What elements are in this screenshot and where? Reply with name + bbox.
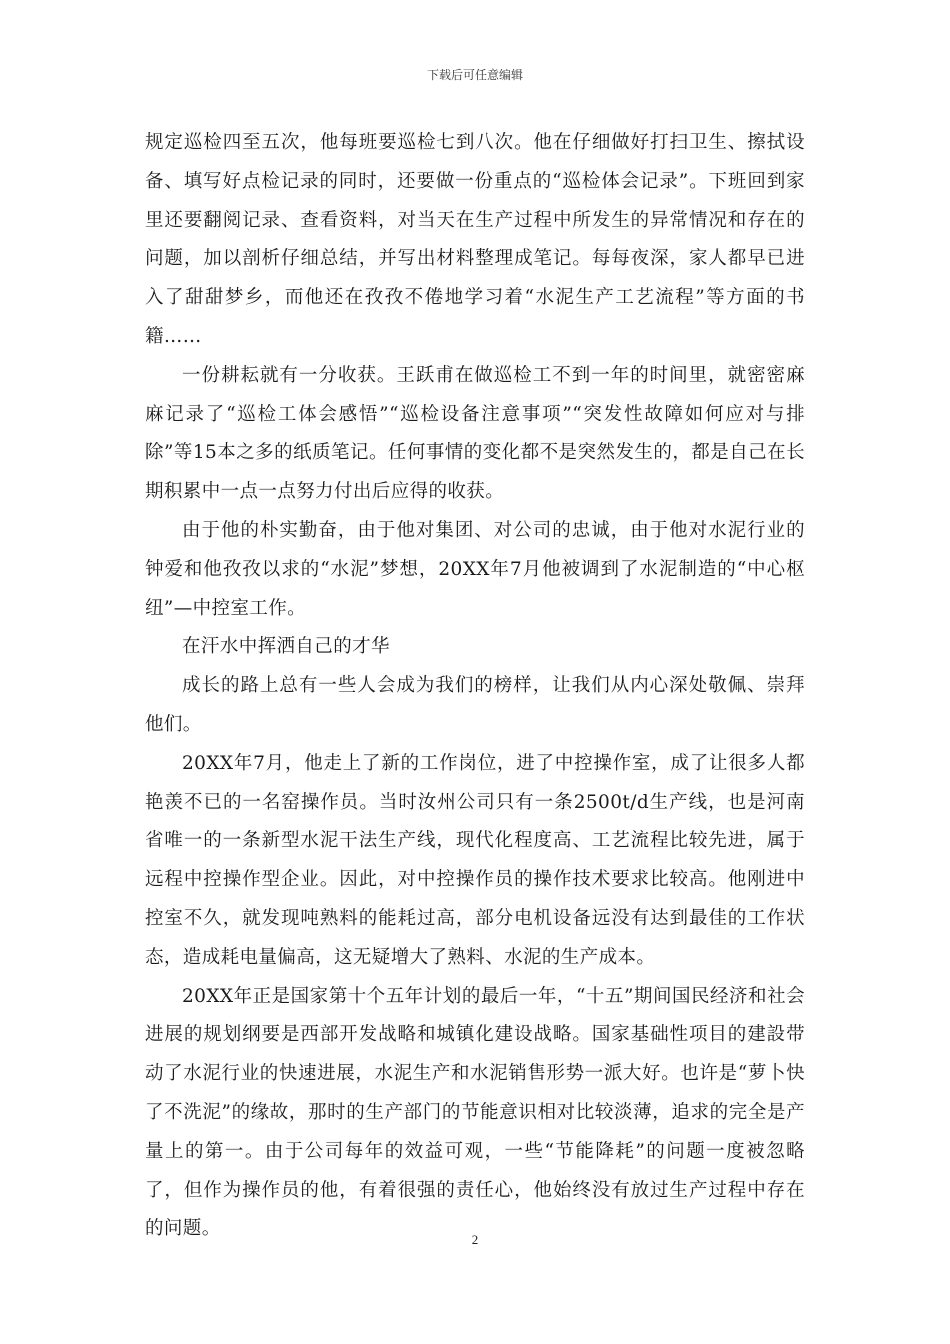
- page-header: 下载后可任意编辑: [426, 68, 523, 82]
- section-heading: 在汗水中挥洒自己的才华: [182, 636, 390, 658]
- paragraph-5: 20XX年7月，他走上了新的工作岗位，进了中控操作室，成了让很多人都艳羡不已的一名窑操作员。当时汝州公司只有一条2500t/d生产线，也是河南省唯一的一条新型水泥干法生产线，现代化程度高、工艺流程比较先进，属于远程中控操作型企业。因此，对中控操作员的操作技术要求比较高。他刚进中控室不久，就发现吨熟料的能耗过高，部分电机设备远没有达到最佳的工作状态，造成耗电量偏高，这无疑增大了熟料、水泥的生产成本。: [145, 752, 805, 968]
- paragraph-2: 一份耕耘就有一分收获。王跃甫在做巡检工不到一年的时间里，就密密麻麻记录了“巡检工体会感悟”“巡检设备注意事项”“突发性故障如何应对与排除”等15本之多的纸质笔记。任何事情的变化都不是突然发生的，都是自己在长期积累中一点一点努力付出后应得的收获。: [145, 364, 805, 503]
- paragraph-6: 20XX年正是国家第十个五年计划的最后一年，“十五”期间国民经济和社会进展的规划纲要是西部开发战略和城镇化建设战略。国家基础性项目的建設带动了水泥行业的快速进展，水泥生产和水泥销售形势一派大好。也许是“萝卜快了不洗泥”的缘故，那时的生产部门的节能意识相对比较淡薄，追求的完全是产量上的第一。由于公司每年的效益可观，一些“节能降耗”的问题一度被忽略了，但作为操作员的他，有着很强的责任心，他始终没有放过生产过程中存在的问题。: [145, 985, 805, 1240]
- body-text: [145, 124, 805, 1249]
- paragraph-3: 由于他的朴实勤奋，由于他对集团、对公司的忠诚，由于他对水泥行业的钟爱和他孜孜以求的“水泥”梦想，20XX年7月他被调到了水泥制造的“中心枢纽”—中控室工作。: [145, 519, 805, 619]
- page-number: 2: [471, 1232, 479, 1247]
- paragraph-4: 成长的路上总有一些人会成为我们的榜样，让我们从内心深处敬佩、崇拜他们。: [145, 675, 805, 735]
- paragraph-1: 规定巡检四至五次，他每班要巡检七到八次。他在仔细做好打扫卫生、擦拭设备、填写好点检记录的同时，还要做一份重点的“巡检体会记录”。下班回到家里还要翻阅记录、查看资料，对当天在生产过程中所发生的异常情况和存在的问题，加以剖析仔细总结，并写出材料整理成笔记。每每夜深，家人都早已进入了甜甜梦乡，而他还在孜孜不倦地学习着“水泥生产工艺流程”等方面的书籍……: [145, 132, 805, 347]
